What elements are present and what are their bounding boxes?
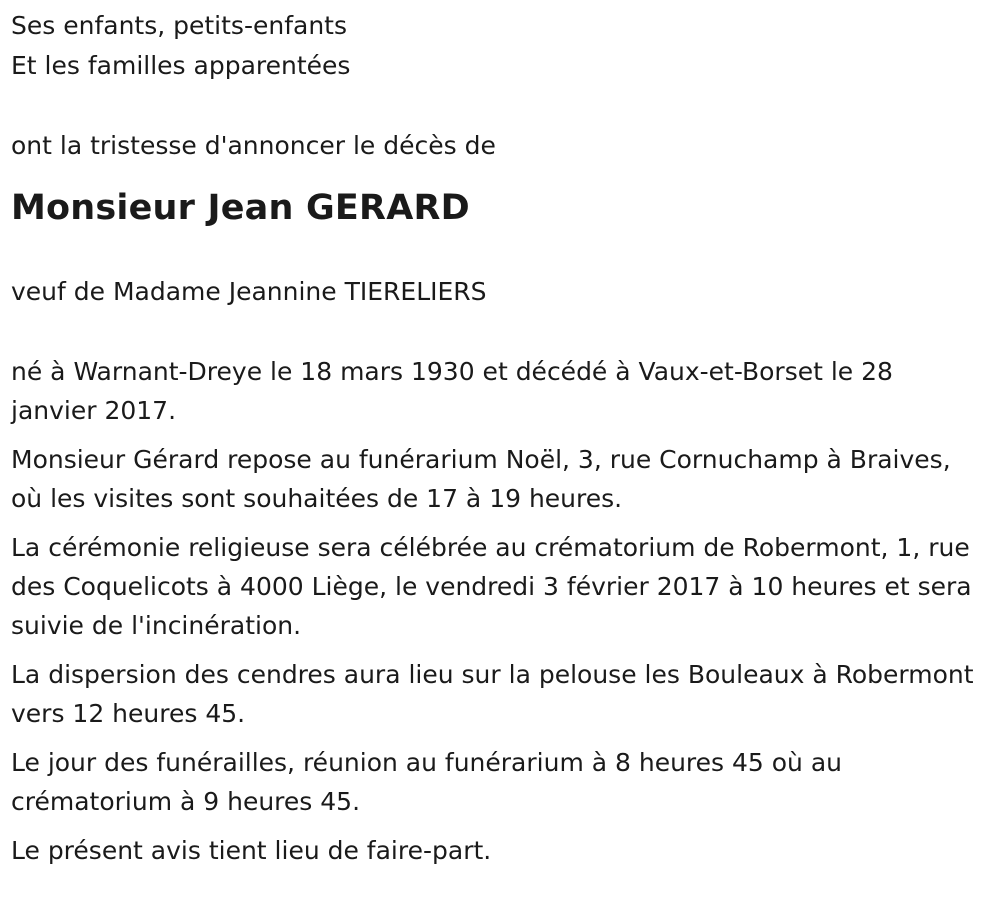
announcement-line: ont la tristesse d'annoncer le décès de <box>11 131 496 160</box>
ceremony-paragraph: La cérémonie religieuse sera célébrée au crématorium de Robermont, 1, rue des Coquelicots à 4000 Liège, le vendredi 3 février 2017 à 10 heures et sera suivie de l'incinération. <box>11 533 972 640</box>
deceased-name: Monsieur Jean GERARD <box>11 188 470 228</box>
relatives-line: Et les familles apparentées <box>11 51 351 80</box>
family-line: Ses enfants, petits-enfants <box>11 11 347 40</box>
birth-death-paragraph: né à Warnant-Dreye le 18 mars 1930 et décédé à Vaux-et-Borset le 28 janvier 2017. <box>11 357 893 425</box>
visitation-paragraph: Monsieur Gérard repose au funérarium Noël, 3, rue Cornuchamp à Braives, où les visites sont souhaitées de 17 à 19 heures. <box>11 445 951 513</box>
spacer <box>11 86 986 126</box>
closing-paragraph: Le présent avis tient lieu de faire-part. <box>11 836 492 865</box>
meeting-paragraph: Le jour des funérailles, réunion au funérarium à 8 heures 45 où au crématorium à 9 heures 45. <box>11 748 843 816</box>
widower-line: veuf de Madame Jeannine TIERELIERS <box>11 277 487 306</box>
ashes-paragraph: La dispersion des cendres aura lieu sur la pelouse les Bouleaux à Robermont vers 12 heures 45. <box>11 660 974 728</box>
obituary-notice <box>11 6 986 870</box>
